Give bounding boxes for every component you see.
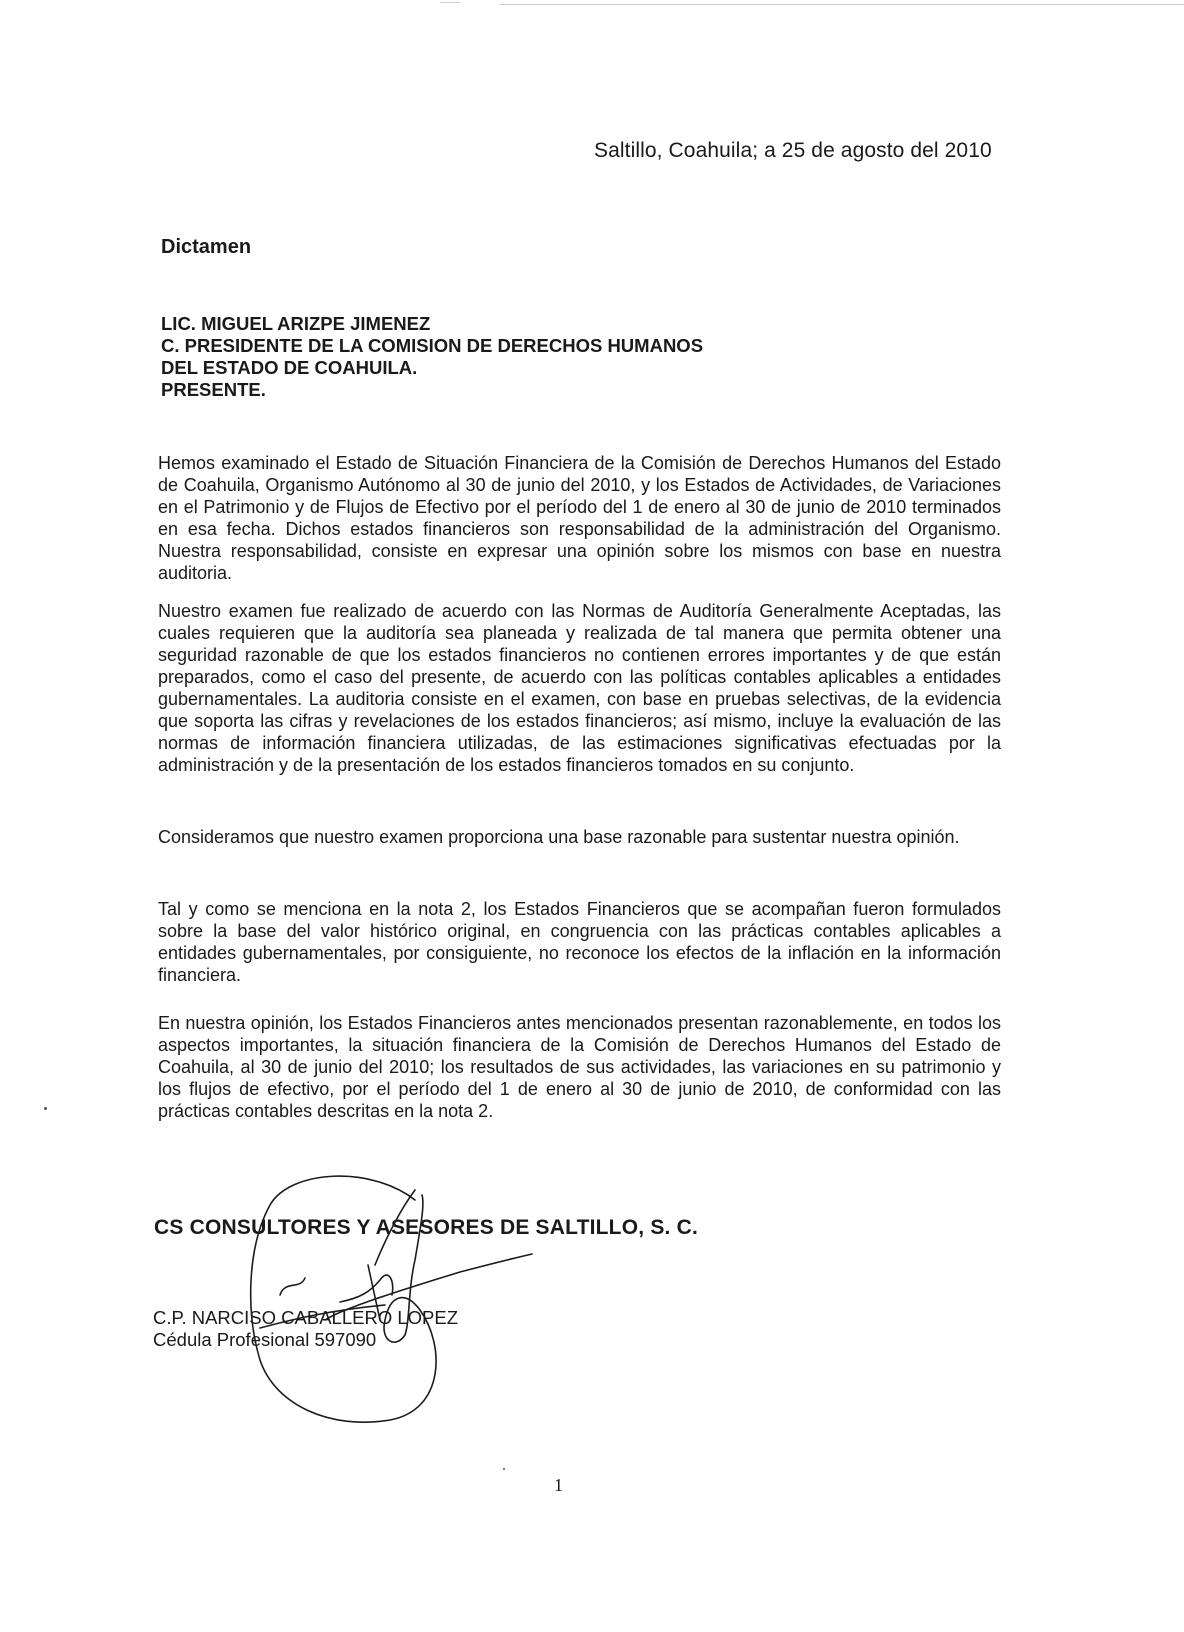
addressee-line: C. PRESIDENTE DE LA COMISION DE DERECHOS HUMANOS — [161, 335, 704, 356]
addressee-line: DEL ESTADO DE COAHUILA. — [161, 357, 418, 378]
body-paragraph: Nuestro examen fue realizado de acuerdo con las Normas de Auditoría Generalmente Aceptadas, las cuales requieren que la auditoría sea planeada y realizada de tal manera que permita obtener una seguridad razonable de que los estados financieros no contienen errores importantes y de que están preparados, como el caso del presente, de acuerdo con las políticas contables aplicables a entidades gubernamentales. La auditoria consiste en el examen, con base en pruebas selectivas, de la evidencia que soporta las cifras y revelaciones de los estados financieros; así mismo, incluye la evaluación de las normas de información financiera utilizadas, de las estimaciones significativas efectuadas por la administración y de la presentación de los estados financieros tomados en su conjunto. — [158, 601, 1001, 775]
body-paragraph: Tal y como se menciona en la nota 2, los Estados Financieros que se acompañan fueron formulados sobre la base del valor histórico original, en congruencia con las prácticas contables aplicables a entidades gubernamentales, por consiguiente, no reconoce los efectos de la inflación en la información financiera. — [158, 899, 1001, 985]
page-number: 1 — [554, 1475, 563, 1495]
firm-name: CS CONSULTORES Y ASESORES DE SALTILLO, S. C. — [154, 1216, 698, 1239]
addressee-line: PRESENTE. — [161, 379, 266, 400]
handwritten-signature — [220, 1170, 550, 1440]
signer-name: C.P. NARCISO CABALLERO LOPEZ — [153, 1307, 459, 1328]
date-line: Saltillo, Coahuila; a 25 de agosto del 2010 — [594, 139, 992, 162]
body-paragraph: Hemos examinado el Estado de Situación Financiera de la Comisión de Derechos Humanos del Estado de Coahuila, Organismo Autónomo al 30 de junio del 2010, y los Estados de Actividades, de Variaciones en el Patrimonio y de Flujos de Efectivo por el período del 1 de enero al 30 de junio de 2010 terminados en esa fecha. Dichos estados financieros son responsabilidad de la administración del Organismo. Nuestra responsabilidad, consiste en expresar una opinión sobre los mismos con base en nuestra auditoria. — [158, 453, 1001, 583]
scan-speck — [44, 1107, 47, 1110]
addressee-block — [161, 313, 703, 401]
addressee-line: LIC. MIGUEL ARIZPE JIMENEZ — [161, 313, 431, 334]
document-title: Dictamen — [161, 236, 252, 258]
body-paragraph: Consideramos que nuestro examen proporciona una base razonable para sustentar nuestra opinión. — [158, 827, 960, 847]
scan-artifact-line — [500, 4, 1184, 5]
scan-speck — [503, 1468, 505, 1470]
body-paragraph: En nuestra opinión, los Estados Financieros antes mencionados presentan razonablemente, en todos los aspectos importantes, la situación financiera de la Comisión de Derechos Humanos del Estado de Coahuila, al 30 de junio del 2010; los resultados de sus actividades, las variaciones en su patrimonio y los flujos de efectivo, por el período del 1 de enero al 30 de junio de 2010, de conformidad con las prácticas contables descritas en la nota 2. — [158, 1013, 1001, 1121]
professional-license: Cédula Profesional 597090 — [153, 1329, 377, 1350]
scan-artifact — [440, 2, 460, 3]
